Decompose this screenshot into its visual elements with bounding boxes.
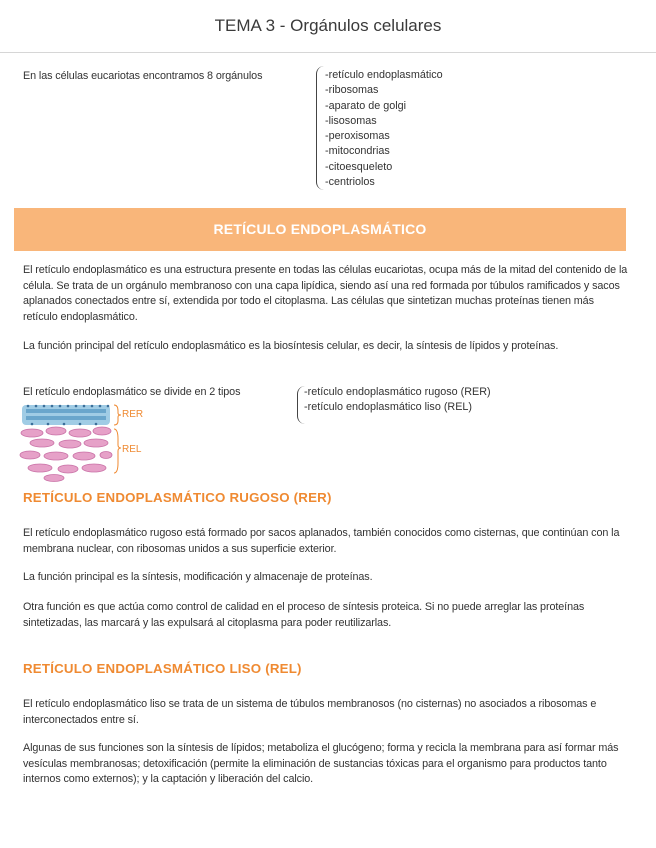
document-title: TEMA 3 - Orgánulos celulares — [214, 16, 442, 35]
organelle-item: -peroxisomas — [325, 130, 390, 143]
re-types-text: El retículo endoplasmático se divide en 2 tipos — [23, 386, 241, 398]
re-type-item: -retículo endoplasmático liso (REL) — [304, 401, 473, 414]
rer-heading: RETÍCULO ENDOPLASMÁTICO RUGOSO (RER) — [23, 490, 332, 505]
section-banner — [14, 208, 626, 251]
organelle-item: -ribosomas — [325, 84, 379, 97]
organelle-list — [325, 68, 443, 190]
re-paragraph-2: La función principal del retículo endoplasmático es la biosíntesis celular, es decir, la síntesis de lípidos y proteínas. — [23, 340, 559, 352]
rel-paragraph-2: Algunas de sus funciones son la síntesis de lípidos; metaboliza el glucógeno; forma y recicla la membrana para así formar más vesículas membranosas; detoxificación (permite la eliminación de sustancias tóxicas para el organismo para productos tanto internos como externos); y la captación y liberación del calcio. — [23, 742, 619, 785]
organelle-item: -mitocondrias — [325, 145, 390, 158]
rer-paragraph-3: Otra función es que actúa como control de calidad en el proceso de síntesis proteica. Si no puede arreglar las proteínas sintetizadas, las marcará y las expulsará al citoplasma para poder reutilizarlas. — [23, 601, 585, 629]
organelle-item: -centriolos — [325, 176, 375, 189]
rel-heading: RETÍCULO ENDOPLASMÁTICO LISO (REL) — [23, 661, 302, 676]
re-paragraph-1: El retículo endoplasmático es una estructura presente en todas las células eucariotas, ocupa más de la mitad del contenido de la célula. Se trata de un orgánulo membranoso con una capa lipídica, siendo así una red formada por túbulos ramificados y sacos aplanados conectados entre sí, extendida por todo el citoplasma. Las células que sintetizan muchas proteínas tienen más retículo endoplasmático. — [23, 264, 628, 323]
re-types-list — [304, 385, 491, 416]
intro-text: En las células eucariotas encontramos 8 orgánulos — [23, 70, 263, 82]
organelle-brace — [316, 66, 325, 190]
organelle-item: -lisosomas — [325, 114, 377, 127]
organelle-item: -citoesqueleto — [325, 160, 393, 173]
rer-paragraph-1: El retículo endoplasmático rugoso está formado por sacos aplanados, también conocidos como cisternas, que continúan con la membrana nuclear, con ribosomas unidos a sus superficie exterior. — [23, 527, 620, 555]
re-type-item: -retículo endoplasmático rugoso (RER) — [304, 386, 491, 398]
rel-paragraph-1: El retículo endoplasmático liso se trata de un sistema de túbulos membranosos (no cisternas) no asociados a ribosomas e interconectados entre sí. — [23, 698, 597, 726]
rer-diagram-label: RER — [122, 409, 144, 420]
rer-paragraph-2: La función principal es la síntesis, modificación y almacenaje de proteínas. — [23, 571, 373, 583]
rel-diagram-label: REL — [122, 444, 142, 455]
banner-title: RETÍCULO ENDOPLASMÁTICO — [213, 221, 427, 237]
er-diagram-illustration — [18, 401, 148, 483]
organelle-item: -aparato de golgi — [325, 99, 407, 112]
document-header — [0, 0, 656, 53]
organelle-item: -retículo endoplasmático — [325, 69, 443, 81]
